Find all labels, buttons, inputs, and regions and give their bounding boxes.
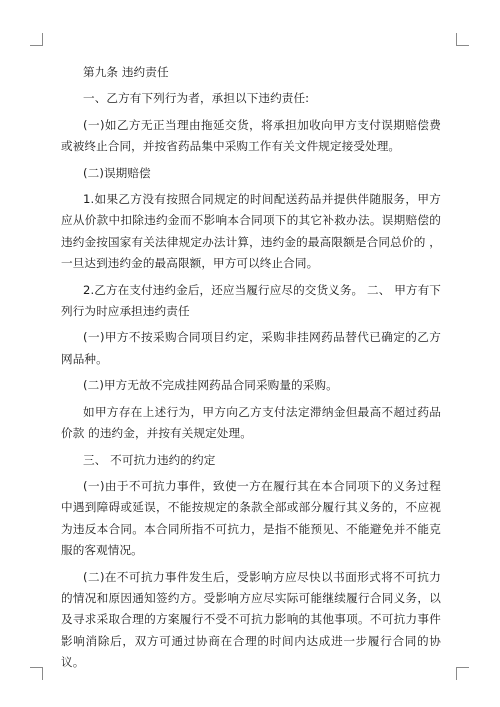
document-page [61,62,441,679]
paragraph-party-a-item-2: (二)甲方无故不完成挂网药品合同采购量的采购。 [83,378,338,393]
crop-mark-top-right [456,33,469,46]
subheading-force-majeure: 三、 不可抗力违约的约定 [83,452,216,467]
clause-heading-party-b: 一、乙方有下列行为者，承担以下违约责任: [83,91,310,106]
paragraph-party-a-penalty: 如甲方存在上述行为，甲方向乙方支付法定滞纳金但最高不超过药品价款 的违约金，并按有关规定处理。 [61,404,441,441]
crop-mark-bottom-right [456,667,469,680]
crop-mark-bottom-left [30,667,43,680]
paragraph-force-majeure-definition: (一)由于不可抗力事件，致使一方在履行其在本合同项下的义务过程中遇到障碍或延误，不能按规定的条款全部或部分履行其义务的，不应视为违反本合同。本合同所指不可抗力，是指不能预见、不能避免并不能克服的客观情况。 [61,478,441,558]
subheading-delay-compensation: (二)误期赔偿 [83,165,151,180]
crop-mark-top-left [30,33,43,46]
paragraph-party-a-item-1: (一)甲方不按采购合同项目约定，采购非挂网药品替代已确定的乙方网品种。 [61,330,441,366]
paragraph-force-majeure-notice: (二)在不可抗力事件发生后，受影响方应尽快以书面形式将不可抗力的情况和原因通知签约方。受影响方应尽实际可能继续履行合同义务，以及寻求采取合理的方案履行不受不可抗力影响的其他事项。不可抗力事件影响消除后，双方可通过协商在合理的时间内达成进一步履行合同的协议。 [61,569,441,670]
paragraph-delay-delivery: (一)如乙方无正当理由拖延交货，将承担加收向甲方支付误期赔偿费或被终止合同，并按省药品集中采购工作有关文件规定接受处理。 [61,117,441,154]
section-heading: 第九条 违约责任 [83,65,169,79]
paragraph-penalty-calculation: 1.如果乙方没有按照合同规定的时间配送药品并提供伴随服务，甲方应从价款中扣除违约金而不影响本合同项下的其它补救办法。误期赔偿的违约金按国家有关法律规定办法计算，违约金的最高限额是合同总价的 ，一旦达到违约金的最高限额，甲方可以终止合同。 [61,192,441,271]
paragraph-delivery-obligation: 2.乙方在支付违约金后，还应当履行应尽的交货义务。 二、 甲方有下列行为时应承担违约责任 [61,282,441,319]
